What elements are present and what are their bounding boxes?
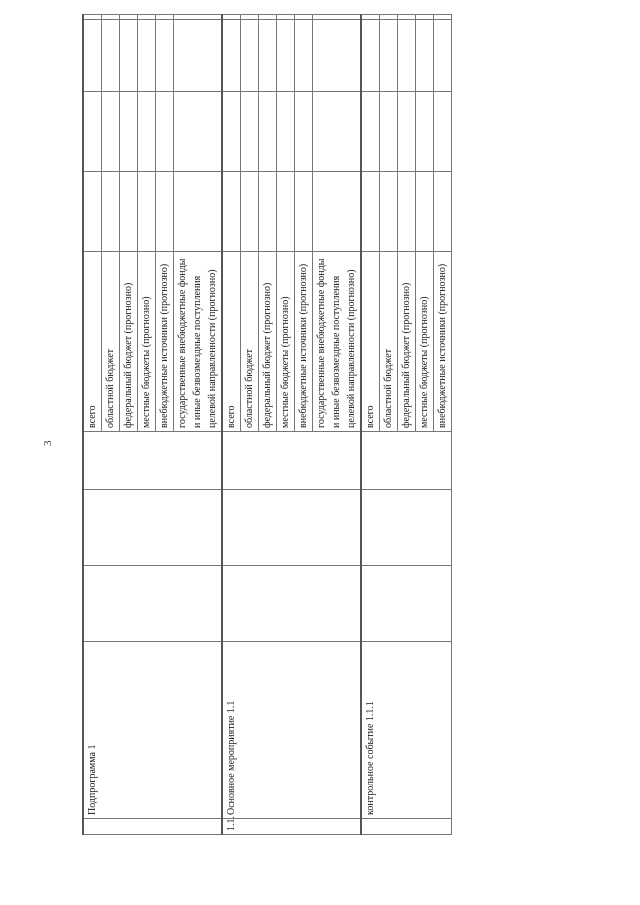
section-name-cell: Подпрограмма 1 [83, 642, 222, 819]
empty-cell [222, 432, 361, 490]
value-cell [222, 20, 241, 92]
funding-source-cell: федеральный бюджет (прогнозно) [120, 252, 138, 432]
value-cell [259, 20, 277, 92]
empty-cell [83, 432, 222, 490]
value-cell [313, 20, 362, 92]
funding-source-cell: внебюджетные источники (прогнозно) [156, 252, 174, 432]
value-cell [102, 20, 120, 92]
value-cell [241, 20, 259, 92]
budget-table [82, 14, 452, 835]
value-cell [277, 20, 295, 92]
value-cell [416, 92, 434, 172]
value-cell [361, 172, 380, 252]
section-number-cell: 1.1. [222, 819, 361, 835]
value-cell [380, 20, 398, 92]
value-cell [398, 92, 416, 172]
section-number-cell [361, 819, 452, 835]
value-cell [120, 15, 138, 20]
value-cell [156, 172, 174, 252]
value-cell [120, 172, 138, 252]
value-cell [416, 20, 434, 92]
rotated-page [82, 15, 602, 835]
funding-source-cell: всего [222, 252, 241, 432]
value-cell [102, 92, 120, 172]
empty-cell [222, 566, 361, 642]
value-cell [361, 15, 380, 20]
empty-cell [361, 432, 452, 490]
value-cell [398, 15, 416, 20]
value-cell [174, 172, 223, 252]
funding-source-cell: местные бюджеты (прогнозно) [138, 252, 156, 432]
empty-cell [361, 566, 452, 642]
funding-source-cell: всего [83, 252, 102, 432]
funding-source-cell: федеральный бюджет (прогнозно) [398, 252, 416, 432]
page-number: 3 [42, 440, 54, 446]
value-cell [83, 172, 102, 252]
value-cell [434, 15, 452, 20]
value-cell [295, 15, 313, 20]
value-cell [398, 172, 416, 252]
value-cell [241, 92, 259, 172]
funding-source-cell: всего [361, 252, 380, 432]
value-cell [120, 20, 138, 92]
value-cell [222, 92, 241, 172]
value-cell [156, 92, 174, 172]
value-cell [241, 15, 259, 20]
value-cell [313, 15, 362, 20]
value-cell [398, 20, 416, 92]
value-cell [416, 15, 434, 20]
value-cell [361, 20, 380, 92]
table-body [83, 15, 452, 835]
value-cell [174, 15, 223, 20]
funding-source-cell: федеральный бюджет (прогнозно) [259, 252, 277, 432]
section-name-cell: Основное мероприятие 1.1 [222, 642, 361, 819]
funding-source-cell: областной бюджет [102, 252, 120, 432]
value-cell [138, 20, 156, 92]
value-cell [277, 15, 295, 20]
table-row [361, 15, 380, 835]
funding-source-cell: местные бюджеты (прогнозно) [277, 252, 295, 432]
value-cell [259, 15, 277, 20]
value-cell [416, 172, 434, 252]
value-cell [138, 15, 156, 20]
value-cell [241, 172, 259, 252]
value-cell [156, 15, 174, 20]
value-cell [434, 172, 452, 252]
value-cell [434, 92, 452, 172]
section-name-cell: контрольное событие 1.1.1 [361, 642, 452, 819]
value-cell [83, 92, 102, 172]
funding-source-cell: местные бюджеты (прогнозно) [416, 252, 434, 432]
value-cell [102, 15, 120, 20]
value-cell [380, 92, 398, 172]
funding-source-cell: областной бюджет [241, 252, 259, 432]
value-cell [222, 15, 241, 20]
value-cell [102, 172, 120, 252]
value-cell [277, 92, 295, 172]
value-cell [222, 172, 241, 252]
value-cell [83, 15, 102, 20]
empty-cell [222, 490, 361, 566]
table-row [222, 15, 241, 835]
value-cell [361, 92, 380, 172]
value-cell [138, 92, 156, 172]
value-cell [434, 20, 452, 92]
value-cell [295, 20, 313, 92]
value-cell [83, 20, 102, 92]
table-row [83, 15, 102, 835]
value-cell [120, 92, 138, 172]
empty-cell [83, 566, 222, 642]
value-cell [259, 92, 277, 172]
value-cell [277, 172, 295, 252]
funding-source-cell: областной бюджет [380, 252, 398, 432]
value-cell [313, 172, 362, 252]
funding-source-cell: государственные внебюджетные фонды и иные безвозмездные поступления целевой направленности (прогнозно) [313, 252, 362, 432]
value-cell [295, 172, 313, 252]
value-cell [174, 20, 223, 92]
empty-cell [361, 490, 452, 566]
empty-cell [83, 490, 222, 566]
value-cell [380, 15, 398, 20]
value-cell [174, 92, 223, 172]
value-cell [313, 92, 362, 172]
funding-source-cell: внебюджетные источники (прогнозно) [295, 252, 313, 432]
funding-source-cell: внебюджетные источники (прогнозно) [434, 252, 452, 432]
value-cell [295, 92, 313, 172]
value-cell [138, 172, 156, 252]
section-number-cell [83, 819, 222, 835]
value-cell [380, 172, 398, 252]
funding-source-cell: государственные внебюджетные фонды и иные безвозмездные поступления целевой направленности (прогнозно) [174, 252, 223, 432]
value-cell [259, 172, 277, 252]
value-cell [156, 20, 174, 92]
